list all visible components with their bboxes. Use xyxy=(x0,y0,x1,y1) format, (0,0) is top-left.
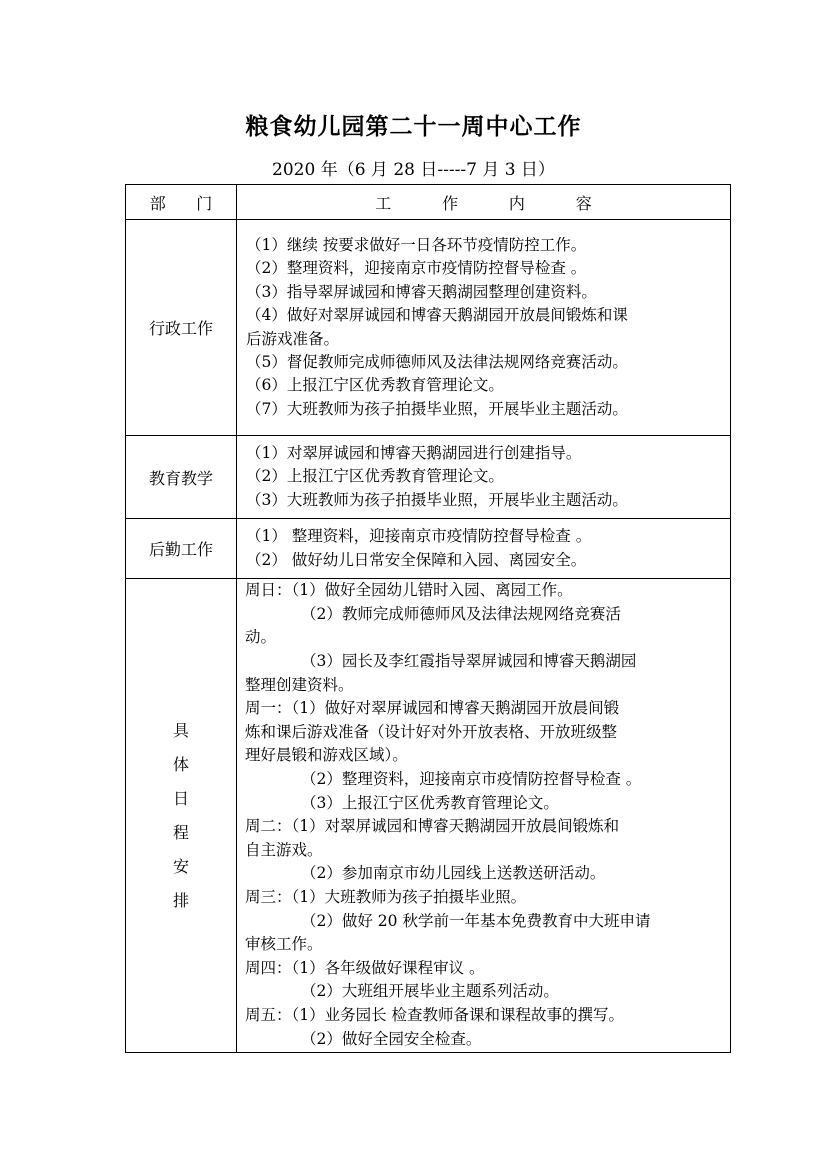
schedule-line: 理好晨锻和游戏区域）。 xyxy=(245,746,408,765)
schedule-dept-char: 具 xyxy=(172,720,189,740)
table-row xyxy=(126,579,731,1053)
schedule-line: （2）做好全园安全检查。 xyxy=(301,1029,482,1048)
content-line: （1）对翠屏诚园和博睿天鹅湖园进行创建指导。 xyxy=(246,444,582,462)
table-header-row xyxy=(126,185,731,220)
content-cell-logistics xyxy=(237,519,731,579)
schedule-dept-char: 日 xyxy=(172,788,189,808)
schedule-line: 周四：（1）各年级做好课程审议 。 xyxy=(245,958,485,977)
schedule-line: 动。 xyxy=(245,628,277,647)
schedule-line: （3）园长及李红霞指导翠屏诚园和博睿天鹅湖园 xyxy=(301,652,637,670)
schedule-line: （2）整理资料，迎接南京市疫情防控督导检查 。 xyxy=(301,769,642,788)
content-line: （5）督促教师完成师德师风及法律法规网络竞赛活动。 xyxy=(246,352,628,371)
content-line: （1）继续 按要求做好一日各环节疫情防控工作。 xyxy=(246,235,587,254)
content-line: （7）大班教师为孩子拍摄毕业照，开展毕业主题活动。 xyxy=(246,399,628,418)
dept-cell-schedule xyxy=(126,579,237,1053)
schedule-dept-char: 体 xyxy=(172,754,189,774)
schedule-dept-char: 安 xyxy=(172,856,189,876)
content-cell-teaching xyxy=(237,436,731,519)
schedule-line: 自主游戏。 xyxy=(245,840,323,859)
content-line: （4）做好对翠屏诚园和博睿天鹅湖园开放晨间锻炼和课 xyxy=(246,306,628,325)
content-line: （3）指导翠屏诚园和博睿天鹅湖园整理创建资料。 xyxy=(246,282,597,301)
schedule-line: 整理创建资料。 xyxy=(245,675,354,694)
dept-cell-logistics: 后勤工作 xyxy=(126,519,237,579)
schedule-line: 审核工作。 xyxy=(245,935,323,954)
schedule-line: 周三：（1）大班教师为孩子拍摄毕业照。 xyxy=(245,887,527,906)
dept-cell-admin: 行政工作 xyxy=(126,220,237,436)
work-plan-table xyxy=(125,184,731,1053)
content-line: （6）上报江宁区优秀教育管理论文。 xyxy=(246,376,504,395)
table-row xyxy=(126,220,731,436)
schedule-line: 周日：（1）做好全园幼儿错时入园、离园工作。 xyxy=(245,581,573,600)
schedule-lines xyxy=(245,579,730,1051)
content-line: （2） 做好幼儿日常安全保障和入园、离园安全。 xyxy=(246,550,587,569)
schedule-line: （2）教师完成师德师风及法律法规网络竞赛活 xyxy=(301,604,621,623)
content-line: （1） 整理资料，迎接南京市疫情防控督导检查 。 xyxy=(246,527,592,546)
dept-cell-teaching: 教育教学 xyxy=(126,436,237,519)
table-row xyxy=(126,519,731,579)
content-cell-admin xyxy=(237,220,731,436)
schedule-line: （2）做好 20 秋学前一年基本免费教育中大班申请 xyxy=(301,911,651,930)
schedule-line: （2）大班组开展毕业主题系列活动。 xyxy=(301,982,559,1001)
schedule-line: （2）参加南京市幼儿园线上送教送研活动。 xyxy=(301,864,606,883)
schedule-line: （3）上报江宁区优秀教育管理论文。 xyxy=(301,793,559,812)
header-content: 工 作 内 容 xyxy=(237,185,731,220)
schedule-line: 周五：（1）业务园长 检查教师备课和课程故事的撰写。 xyxy=(245,1005,625,1024)
page-title: 粮食幼儿园第二十一周中心工作 xyxy=(245,113,582,140)
schedule-line: 周二：（1）对翠屏诚园和博睿天鹅湖园开放晨间锻炼和 xyxy=(245,817,620,836)
content-line: 后游戏准备。 xyxy=(246,329,340,348)
table-row xyxy=(126,436,731,519)
date-range-subtitle: 2020 年（6 月 28 日-----7 月 3 日） xyxy=(272,160,555,180)
schedule-line: 炼和课后游戏准备（设计好对外开放表格、开放班级整 xyxy=(245,722,618,741)
content-line: （2）上报江宁区优秀教育管理论文。 xyxy=(246,467,504,486)
header-dept: 部 门 xyxy=(126,185,237,220)
schedule-line: 周一：（1）做好对翠屏诚园和博睿天鹅湖园开放晨间锻 xyxy=(245,699,620,718)
content-line: （3）大班教师为孩子拍摄毕业照，开展毕业主题活动。 xyxy=(246,490,628,509)
schedule-dept-char: 程 xyxy=(172,822,189,842)
content-line: （2）整理资料，迎接南京市疫情防控督导检查 。 xyxy=(246,259,587,278)
schedule-dept-char: 排 xyxy=(172,890,189,910)
schedule-content-cell xyxy=(237,579,731,1053)
